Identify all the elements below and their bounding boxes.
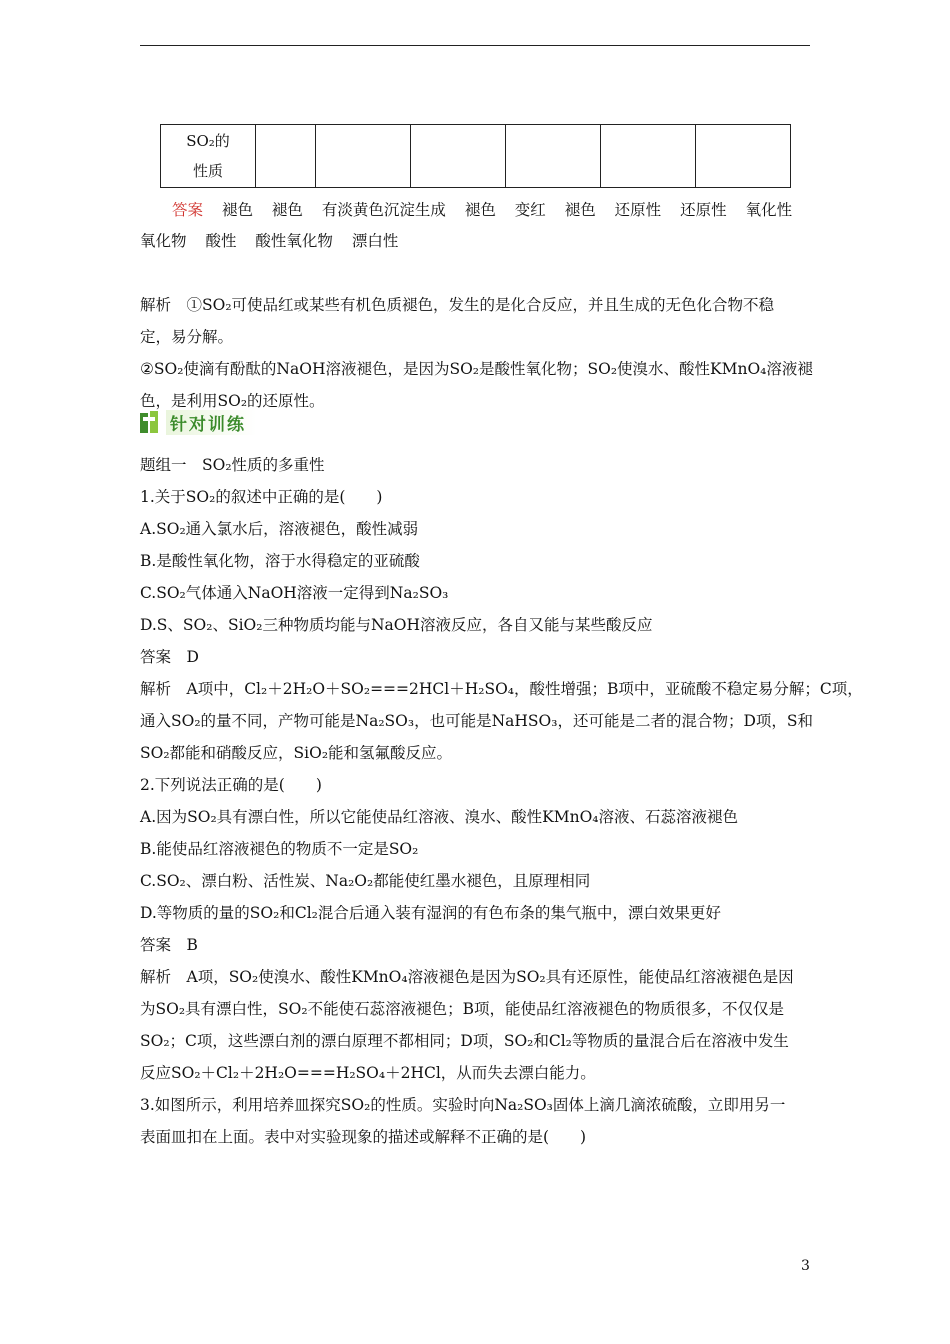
q1-analysis-line3: SO₂都能和硝酸反应，SiO₂能和氢氟酸反应。 bbox=[140, 744, 453, 762]
section-banner-title: 针对训练 bbox=[166, 410, 256, 435]
q2-option-d: D.等物质的量的SO₂和Cl₂混合后通入装有湿润的有色布条的集气瓶中，漂白效果更好 bbox=[140, 904, 721, 922]
q1-answer: 答案 D bbox=[140, 648, 199, 666]
q1-analysis-line1: 解析 A项中，Cl₂＋2H₂O＋SO₂===2HCl＋H₂SO₄，酸性增强；B项中，亚硫酸不稳定易分解；C项， bbox=[140, 680, 863, 698]
q3-stem-line1: 3.如图所示，利用培养皿探究SO₂的性质。实验时向Na₂SO₃固体上滴几滴浓硫酸，立即用另一 bbox=[140, 1096, 786, 1114]
analysis1-line4: 色，是利用SO₂的还原性。 bbox=[140, 392, 325, 410]
q1-option-a: A.SO₂通入氯水后，溶液褪色，酸性减弱 bbox=[140, 520, 419, 538]
answer-item: 褪色 bbox=[564, 201, 596, 219]
answer-line-1 bbox=[172, 200, 844, 220]
answer-item: 还原性 bbox=[680, 201, 727, 219]
answer-item: 褪色 bbox=[221, 201, 253, 219]
row-label-line2: 性质 bbox=[192, 162, 223, 180]
page-number: 3 bbox=[801, 1258, 810, 1274]
answer-item: 氧化性 bbox=[745, 201, 793, 219]
q2-analysis-line1: 解析 A项，SO₂使溴水、酸性KMnO₄溶液褪色是因为SO₂具有还原性，能使品红溶液褪色是因 bbox=[140, 968, 794, 986]
q2-option-c: C.SO₂、漂白粉、活性炭、Na₂O₂都能使红墨水褪色，且原理相同 bbox=[140, 872, 591, 890]
analysis1-line1: 解析 ①SO₂可使品红或某些有机色质褪色，发生的是化合反应，并且生成的无色化合物不稳 bbox=[140, 296, 775, 314]
row-label-line1: SO₂的 bbox=[186, 132, 230, 150]
answer-item: 酸性氧化物 bbox=[255, 232, 333, 250]
table-cell bbox=[411, 125, 506, 188]
answer-item: 氧化物 bbox=[140, 232, 187, 250]
table-cell bbox=[696, 125, 791, 188]
banner-logo-icon bbox=[140, 411, 160, 433]
answer-line-2 bbox=[140, 231, 812, 251]
analysis1-line3: ②SO₂使滴有酚酞的NaOH溶液褪色，是因为SO₂是酸性氧化物；SO₂使溴水、酸性KMnO₄溶液褪 bbox=[140, 360, 813, 378]
q2-option-b: B.能使品红溶液褪色的物质不一定是SO₂ bbox=[140, 840, 419, 858]
answer-item: 褪色 bbox=[464, 201, 496, 219]
group-title: 题组一 SO₂性质的多重性 bbox=[140, 456, 325, 474]
answer-item: 酸性 bbox=[205, 232, 237, 250]
table-cell bbox=[506, 125, 601, 188]
answer-item: 变红 bbox=[514, 201, 546, 219]
analysis1-line2: 定，易分解。 bbox=[140, 328, 234, 346]
q1-analysis-line2: 通入SO₂的量不同，产物可能是Na₂SO₃，也可能是NaHSO₃，还可能是二者的混合物；D项，S和 bbox=[140, 712, 814, 730]
answer-label: 答案 bbox=[172, 201, 204, 219]
q2-stem: 2.下列说法正确的是( ) bbox=[140, 776, 322, 794]
answer-item: 还原性 bbox=[614, 201, 662, 219]
answer-item: 漂白性 bbox=[351, 232, 399, 250]
table-cell bbox=[601, 125, 696, 188]
q1-stem: 1.关于SO₂的叙述中正确的是( ) bbox=[140, 488, 383, 506]
q1-option-b: B.是酸性氧化物，溶于水得稳定的亚硫酸 bbox=[140, 552, 420, 570]
q2-option-a: A.因为SO₂具有漂白性，所以它能使品红溶液、溴水、酸性KMnO₄溶液、石蕊溶液褪色 bbox=[140, 808, 739, 826]
q2-analysis-line2: 为SO₂具有漂白性，SO₂不能使石蕊溶液褪色；B项，能使品红溶液褪色的物质很多，不仅仅是 bbox=[140, 1000, 784, 1018]
properties-table bbox=[160, 124, 791, 188]
header-rule bbox=[140, 45, 810, 46]
q2-answer: 答案 B bbox=[140, 936, 198, 954]
table-cell bbox=[316, 125, 411, 188]
q1-option-d: D.S、SO₂、SiO₂三种物质均能与NaOH溶液反应，各自又能与某些酸反应 bbox=[140, 616, 653, 634]
section-banner bbox=[140, 409, 256, 435]
answer-item: 有淡黄色沉淀生成 bbox=[321, 201, 446, 219]
q3-stem-line2: 表面皿扣在上面。表中对实验现象的描述或解释不正确的是( ) bbox=[140, 1128, 587, 1146]
answer-item: 褪色 bbox=[271, 201, 303, 219]
q2-analysis-line4: 反应SO₂＋Cl₂＋2H₂O===H₂SO₄＋2HCl，从而失去漂白能力。 bbox=[140, 1064, 596, 1082]
q1-option-c: C.SO₂气体通入NaOH溶液一定得到Na₂SO₃ bbox=[140, 584, 449, 602]
row-label-cell bbox=[161, 125, 256, 188]
q2-analysis-line3: SO₂；C项，这些漂白剂的漂白原理不都相同；D项，SO₂和Cl₂等物质的量混合后在溶液中发生 bbox=[140, 1032, 789, 1050]
table-cell bbox=[256, 125, 316, 188]
